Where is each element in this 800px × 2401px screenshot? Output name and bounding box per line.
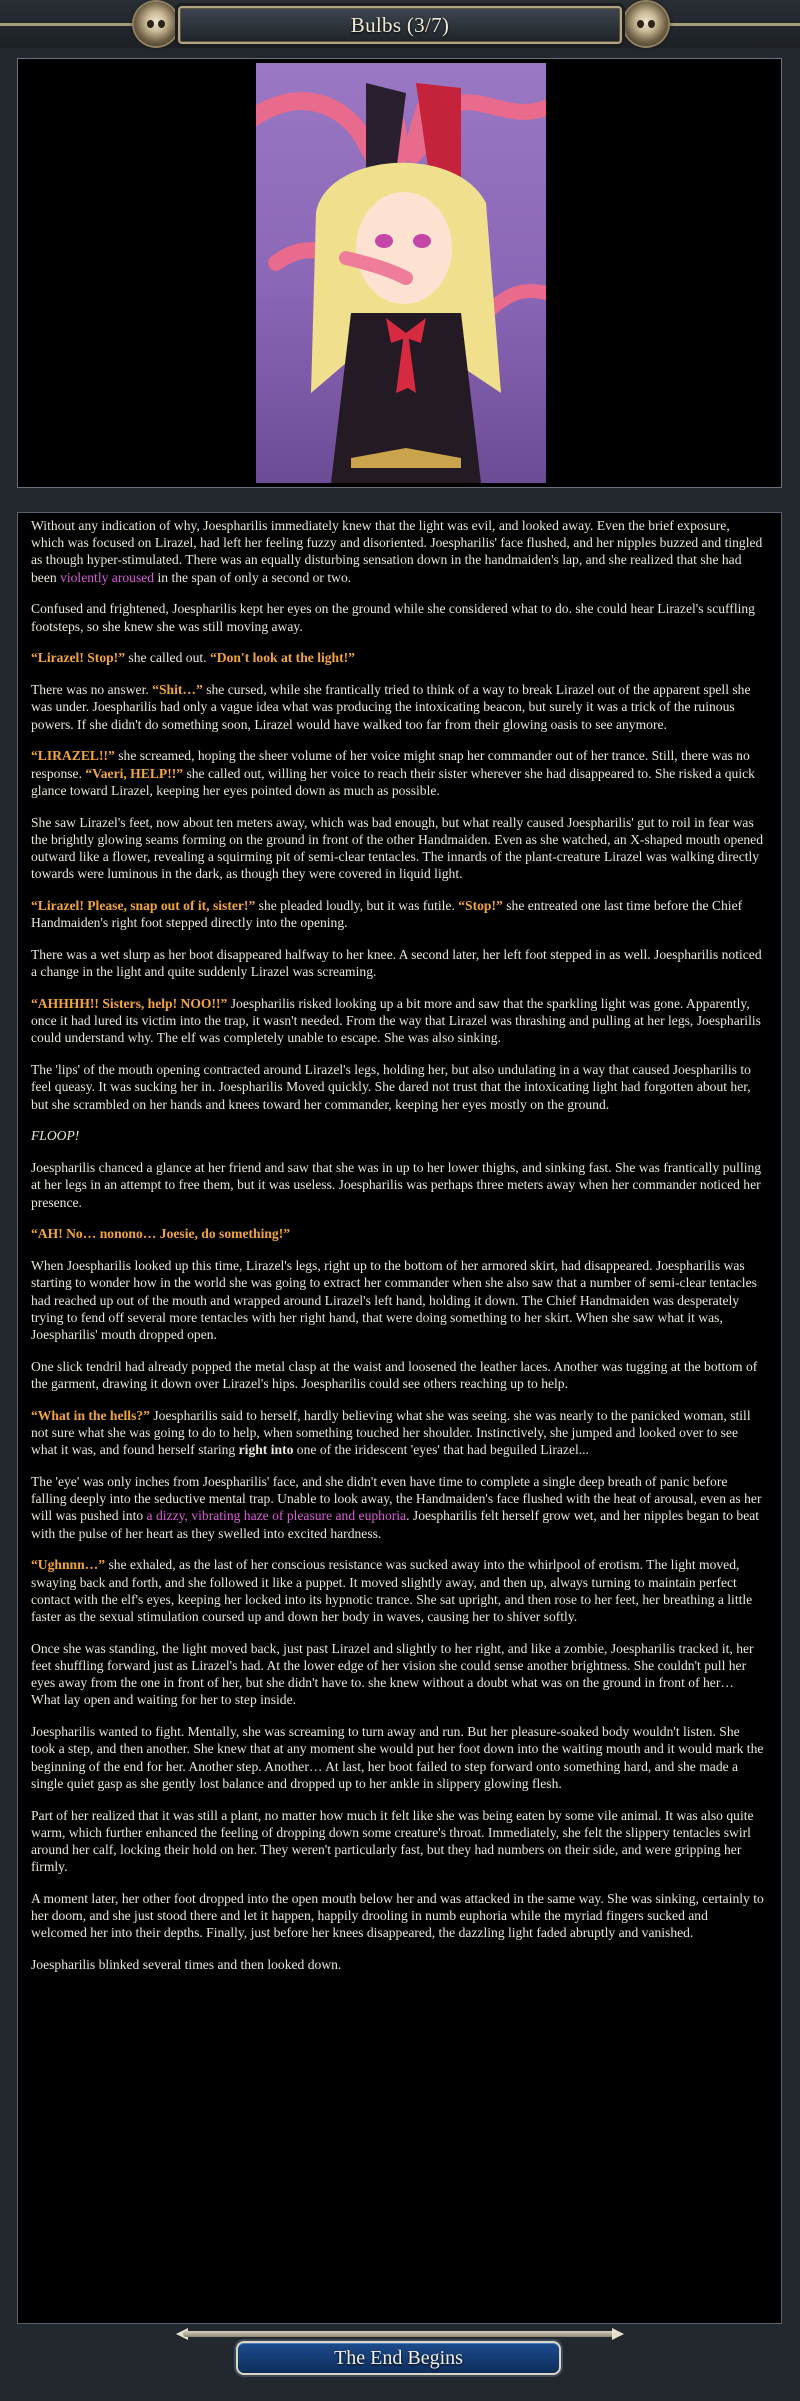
story-paragraph: [31, 1407, 765, 1459]
story-paragraph: [31, 747, 765, 799]
skull-icon: [134, 2, 178, 46]
footer-rail: [183, 2331, 617, 2337]
story-text: Joespharilis said to herself, hardly believing what she was seeing. she was nearly to the panicked woman, still not sure what she was going to do to help, when something touched her shoulder. Instinctively, she jumped and looked over to see what it was, and found herself staring: [31, 1407, 751, 1458]
story-text: one of the iridescent 'eyes' that had beguiled Lirazel...: [293, 1442, 589, 1458]
story-paragraph: [31, 1473, 765, 1542]
dialogue-text: “Vaeri, HELP!!”: [85, 765, 184, 781]
dialogue-text: “Don't look at the light!”: [209, 650, 355, 666]
title-plate: [178, 6, 622, 44]
the-end-begins-button[interactable]: [236, 2341, 561, 2375]
story-paragraph: Joespharilis wanted to fight. Mentally, she was screaming to turn away and run. But her pleasure-soaked body wouldn't listen. She took a step, and then another. She knew that at any moment she would put her foot down into the waiting mouth and it would mark the beginning of the end for her. Another step. Another… At last, her boot failed to step forward onto something hard, and she made a single quiet gasp as she gently lost balance and dropped up to her ankle in slippery glowing flesh.: [31, 1724, 764, 1791]
story-text: she screamed, hoping the sheer volume of her voice might snap her commander out of her trance. Still, there was no response.: [31, 748, 750, 781]
story-paragraph: [31, 649, 765, 666]
story-text: she pleaded loudly, but it was futile.: [255, 898, 459, 914]
story-paragraph: Part of her realized that it was still a plant, no matter how much it felt like she was being eaten by some vile animal. It was also quite warm, which further enhanced the feeling of dropping down some creature's throat. Immediately, she felt the slippery tentacles swirl around her calf, locking their hold on her. They weren't particularly fast, but they had numbers on their side, and were gripping her firmly.: [31, 1807, 754, 1875]
story-paragraph: Confused and frightened, Joespharilis kept her eyes on the ground while she considered what to do. she could hear Lirazel's scuffling footsteps, so she knew she was still moving away.: [31, 601, 755, 634]
story-paragraph: When Joespharilis looked up this time, Lirazel's legs, right up to the bottom of her armored skirt, had disappeared. Joespharilis was starting to wonder how in the world she was going to extract her commander when she also saw that a number of semi-clear tentacles had reached up out of the mouth and wrapped around Lirazel's left hand, holding it down. The Chief Handmaiden was desperately trying to fend off several more tentacles with her right hand, that were doing something to her skirt. When she saw what it was, Joespharilis' mouth dropped open.: [31, 1258, 757, 1343]
dialogue-text: “Ughnnn…”: [31, 1557, 106, 1573]
story-paragraph: [31, 517, 765, 586]
bold-text: right into: [238, 1442, 294, 1458]
story-text: she cursed, while she frantically tried to think of a way to break Lirazel out of the apparent spell she was under. Joespharilis had only a vague idea what was producing the intoxicating beacon, but surely it was a trick of the ruinous powers. If she didn't do something soon, Lirazel would have walked too far from their glowing oasis to see anymore.: [31, 682, 751, 732]
arrow-right-icon: [612, 2328, 624, 2340]
story-paragraph: One slick tendril had already popped the metal clasp at the waist and loosened the leather laces. Another was tugging at the bottom of the garment, drawing it down over Lirazel's hips. Joespharilis could see others reaching up to help.: [31, 1358, 758, 1392]
story-paragraph: The 'lips' of the mouth opening contracted around Lirazel's legs, holding her, but also undulating in a way that caused Joespharilis to feel queasy. It was sucking her in. Joespharilis Moved quickly. She dared not trust that the intoxicating light had forgotten about her, but she scrambled on her hands and knees toward her commander, keeping her eyes mostly on the ground.: [31, 1062, 751, 1112]
story-text-panel: [17, 512, 782, 2324]
dialogue-text: “Lirazel! Stop!”: [31, 650, 126, 666]
story-text: Joespharilis risked looking up a bit more and saw that the sparkling light was gone. Apparently, once it had lured its victim into the trap, it wasn't needed. From the way that Lirazel was thrashing and pulling at her legs, Joespharilis could understand why. The elf was completely unable to escape. She was also sinking.: [31, 996, 761, 1046]
story-paragraph: A moment later, her other foot dropped into the open mouth below her and was attacked in the same way. She was sinking, certainly to her doom, and she just stood there and let it happen, happily drooling in numb euphoria while the myriad fingers sucked and welcomed her into their depths. Finally, just before her knees disappeared, the dazzling light faded abruptly and vanished.: [31, 1891, 764, 1941]
button-label: The End Begins: [334, 2346, 463, 2369]
story-paragraph: FLOOP!: [31, 1128, 80, 1144]
page-title: Bulbs (3/7): [350, 12, 450, 37]
story-paragraph: There was a wet slurp as her boot disappeared halfway to her knee. A second later, her left foot stepped in as well. Joespharilis noticed a change in the light and quite suddenly Lirazel was screaming.: [31, 947, 762, 980]
scene-illustration: [256, 63, 546, 483]
story-text: she entreated one last time before the Chief Handmaiden's right foot stepped directly into the opening.: [31, 898, 743, 931]
story-text: There was no answer.: [31, 682, 153, 698]
story-paragraph: [31, 1556, 765, 1625]
dialogue-text: “What in the hells?”: [31, 1407, 150, 1423]
story-text: The 'eye' was only inches from Joespharilis' face, and she didn't even have time to complete a single deep breath of panic before falling deeply into the seductive mental trap. Unable to look away, the Handmaiden's face flushed with the heat of arousal, even as her will was pushed into: [31, 1474, 762, 1524]
story-paragraph: Joespharilis blinked several times and then looked down.: [31, 1957, 342, 1973]
story-paragraph: [31, 897, 765, 931]
dialogue-text: “AHHHH!! Sisters, help! NOO!!”: [31, 996, 228, 1012]
story-text: . Joespharilis felt herself grow wet, and her nipples began to beat with the pulse of her heart as they swelled into excited hardness.: [31, 1508, 760, 1541]
dialogue-text: “Shit…”: [152, 682, 203, 698]
story-text: in the span of only a second or two.: [154, 569, 352, 585]
story-paragraph: [31, 995, 765, 1047]
highlight-text: violently aroused: [60, 569, 155, 585]
highlight-text: a dizzy, vibrating haze of pleasure and euphoria: [146, 1508, 407, 1524]
story-paragraph: Joespharilis chanced a glance at her friend and saw that she was in up to her lower thighs, and sinking fast. She was frantically pulling at her legs in an attempt to free them, but it was useless. Joespharilis was perhaps three meters away when her commander noticed her presence.: [31, 1160, 762, 1210]
dialogue-text: “LIRAZEL!!”: [31, 748, 115, 764]
dialogue-text: “Stop!”: [458, 898, 503, 914]
title-bar: [0, 0, 800, 48]
story-paragraph: [31, 681, 765, 733]
illustration-svg: [256, 63, 546, 483]
story-text: she called out, willing her voice to reach their sister wherever she had disappeared to. She risked a quick glance toward Lirazel, keeping her eyes pointed down as much as possible.: [31, 765, 755, 798]
skull-icon: [624, 2, 668, 46]
dialogue-paragraph: “AH! No… nonono… Joesie, do something!”: [31, 1226, 291, 1242]
story-text: she called out.: [125, 650, 210, 666]
story-text: Without any indication of why, Joespharilis immediately knew that the light was evil, and looked away. Even the brief exposure, which was focused on Lirazel, had left her feeling fuzzy and disoriented. Joespharilis' face flushed, and her nipples buzzed and tingled as though hyper-stimulated. There was an equally disturbing sensation down in the handmaiden's lap, and she realized that she had been: [31, 518, 763, 585]
dialogue-text: “Lirazel! Please, snap out of it, sister!”: [31, 898, 256, 914]
scene-image-frame: [17, 58, 782, 488]
story-paragraph: She saw Lirazel's feet, now about ten meters away, which was bad enough, but what really caused Joespharilis' gut to roil in fear was the brightly glowing seams forming on the ground in front of the other Handmaiden. Even as she watched, an X-shaped mouth opened outward like a flower, revealing a squirming pit of semi-clear tentacles. The innards of the plant-creature Lirazel was walking directly towards were luminous in the dark, as though they were covered in liquid light.: [31, 814, 763, 882]
story-paragraph: Once she was standing, the light moved back, just past Lirazel and slightly to her right, and like a zombie, Joespharilis tracked it, her feet shuffling forward just as Lirazel's had. At the lower edge of her vision she could sense another brightness. She couldn't pull her eyes away from the one in front of her, but she didn't have to. she knew without a doubt what was on the ground in front of her… What lay open and waiting for her to step inside.: [31, 1640, 754, 1708]
story-text: she exhaled, as the last of her conscious resistance was sucked away into the whirlpool of erotism. The light moved, swaying back and forth, and she followed it like a puppet. It moved slightly away, and then up, always turning to maintain perfect contact with the elf's eyes, keeping her locked into its hypnotic trance. She sat upright, and then rose to her feet, her breathing a little faster as the sexual stimulation coursed up and down her body in waves, causing her to shiver softly.: [31, 1557, 753, 1625]
